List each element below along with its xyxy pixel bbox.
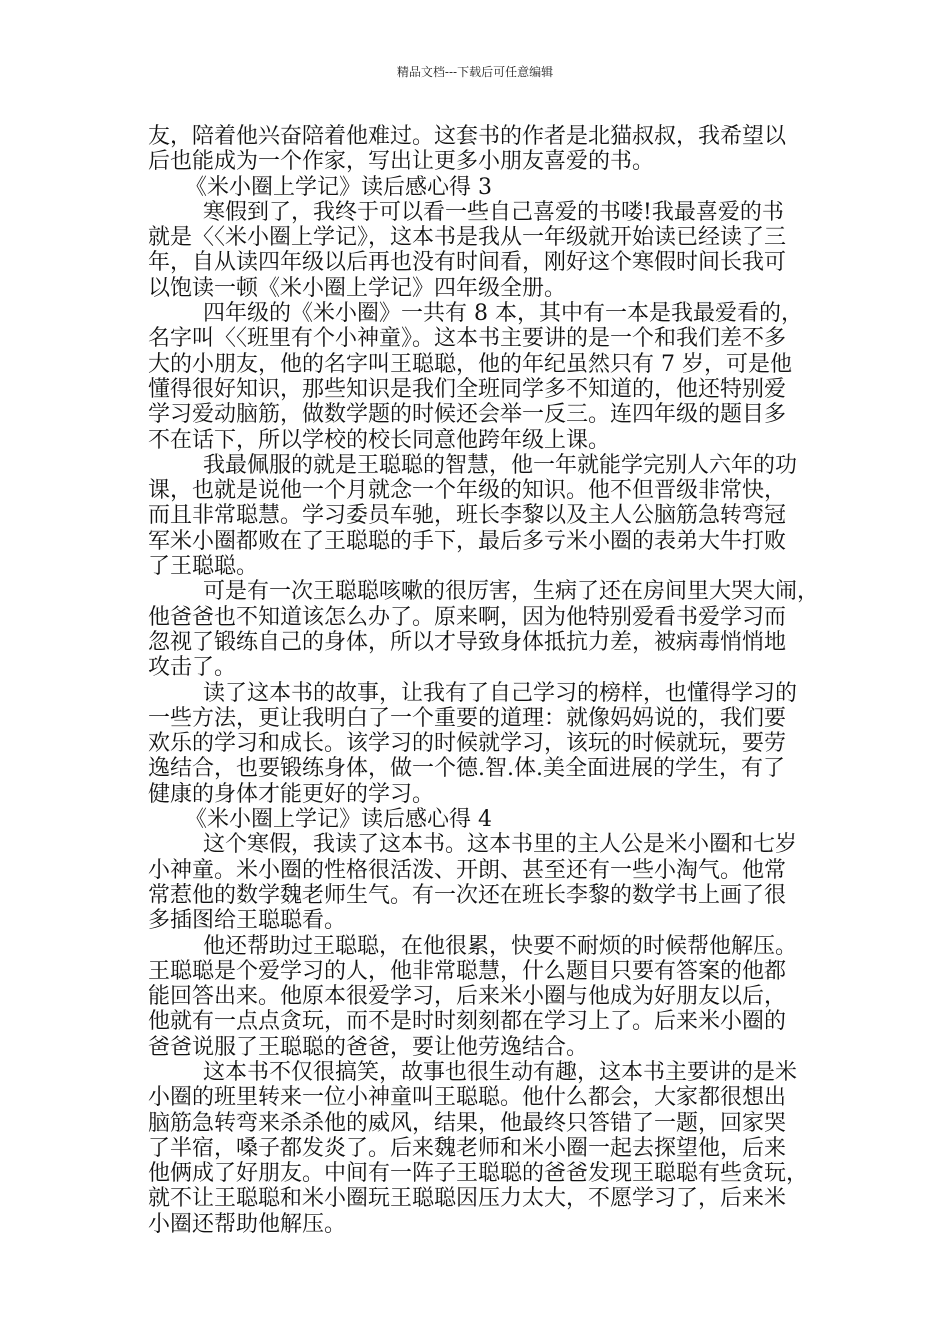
text-line: 他俩成了好朋友。中间有一阵子王聪聪的爸爸发现王聪聪有些贪玩，	[148, 1161, 809, 1187]
text-line: 他就有一点点贪玩，而不是时时刻刻都在学习上了。后来米小圈的	[148, 1009, 787, 1035]
text-line: 就不让王聪聪和米小圈玩王聪聪因压力太大，不愿学习了，后来米	[148, 1186, 787, 1212]
text-line: 这本书不仅很搞笑，故事也很生动有趣，这本书主要讲的是米	[203, 1059, 798, 1085]
text-line: 小圈的班里转来一位小神童叫王聪聪。他什么都会，大家都很想出	[148, 1085, 787, 1111]
text-line: 懂得很好知识，那些知识是我们全班同学多不知道的，他还特别爱	[148, 376, 787, 402]
text-line: 读了这本书的故事，让我有了自己学习的榜样，也懂得学习的	[203, 680, 798, 706]
text-line: 友，陪着他兴奋陪着他难过。这套书的作者是北猫叔叔，我希望以	[148, 124, 787, 149]
text-line: 了王聪聪。	[148, 554, 259, 580]
page-header: 精品文档---下载后可任意编辑	[396, 65, 554, 79]
text-line: 四年级的《米小圈》一共有 8 本，其中有一本是我最爱看的，	[203, 301, 803, 327]
text-line: 欢乐的学习和成长。该学习的时候就学习，该玩的时候就玩，要劳	[148, 731, 787, 757]
text-line: 脑筋急转弯来杀杀他的威风，结果，他最终只答错了一题，回家哭	[148, 1110, 787, 1136]
text-line: 以饱读一顿《米小圈上学记》四年级全册。	[148, 275, 567, 301]
text-line: 常惹他的数学魏老师生气。有一次还在班长李黎的数学书上画了很	[148, 882, 787, 908]
text-line: 小神童。米小圈的性格很活泼、开朗、甚至还有一些小淘气。他常	[148, 857, 787, 883]
text-line: 大的小朋友，他的名字叫王聪聪，他的年纪虽然只有 7 岁，可是他	[148, 351, 792, 377]
text-line: 后也能成为一个作家，写出让更多小朋友喜爱的书。	[148, 149, 655, 175]
text-line: 忽视了锻练自己的身体，所以才导致身体抵抗力差，被病毒悄悄地	[148, 629, 787, 655]
document-body	[148, 124, 820, 1237]
text-line: 这个寒假，我读了这本书。这本书里的主人公是米小圈和七岁	[203, 832, 798, 858]
text-line: 多插图给王聪聪看。	[148, 908, 347, 934]
text-line: 不在话下，所以学校的校长同意他跨年级上课。	[148, 427, 611, 453]
text-line: 可是有一次王聪聪咳嗽的很厉害，生病了还在房间里大哭大闹，	[203, 579, 820, 605]
text-line: 课，也就是说他一个月就念一个年级的知识。他不但晋级非常快，	[148, 478, 787, 504]
section-heading: 《米小圈上学记》读后感心得 4	[185, 807, 492, 833]
text-line: 爸爸说服了王聪聪的爸爸，要让他劳逸结合。	[148, 1034, 589, 1060]
text-line: 一些方法，更让我明白了一个重要的道理：就像妈妈说的，我们要	[148, 705, 787, 731]
text-line: 逸结合，也要锻练身体，做一个德.智.体.美全面进展的学生，有了	[148, 756, 785, 782]
text-line: 军米小圈都败在了王聪聪的手下，最后多亏米小圈的表弟大牛打败	[148, 528, 787, 554]
text-line: 健康的身体才能更好的学习。	[148, 781, 435, 807]
text-line: 他爸爸也不知道该怎么办了。原来啊，因为他特别爱看书爱学习而	[148, 604, 787, 630]
text-line: 他还帮助过王聪聪，在他很累，快要不耐烦的时候帮他解压。	[203, 933, 798, 959]
text-line: 王聪聪是个爱学习的人，他非常聪慧，什么题目只要有答案的他都	[148, 958, 787, 984]
text-line: 学习爱动脑筋，做数学题的时候还会举一反三。连四年级的题目多	[148, 402, 787, 428]
text-line: 了半宿，嗓子都发炎了。后来魏老师和米小圈一起去探望他，后来	[148, 1135, 787, 1161]
text-line: 我最佩服的就是王聪聪的智慧，他一年就能学完别人六年的功	[203, 452, 798, 478]
text-line: 小圈还帮助他解压。	[148, 1211, 347, 1237]
text-line: 年，自从读四年级以后再也没有时间看，刚好这个寒假时间长我可	[148, 250, 787, 276]
text-line: 寒假到了，我终于可以看一些自己喜爱的书喽!我最喜爱的书	[203, 199, 784, 225]
text-line: 能回答出来。他原本很爱学习，后来米小圈与他成为好朋友以后，	[148, 984, 787, 1010]
text-line: 而且非常聪慧。学习委员车驰，班长李黎以及主人公脑筋急转弯冠	[148, 503, 787, 529]
text-line: 就是〈〈米小圈上学记》，这本书是我从一年级就开始读已经读了三	[148, 225, 787, 251]
text-line: 名字叫〈〈班里有个小神童》。这本书主要讲的是一个和我们差不多	[148, 326, 787, 352]
text-line: 攻击了。	[148, 655, 237, 681]
section-heading: 《米小圈上学记》读后感心得 3	[185, 174, 492, 200]
